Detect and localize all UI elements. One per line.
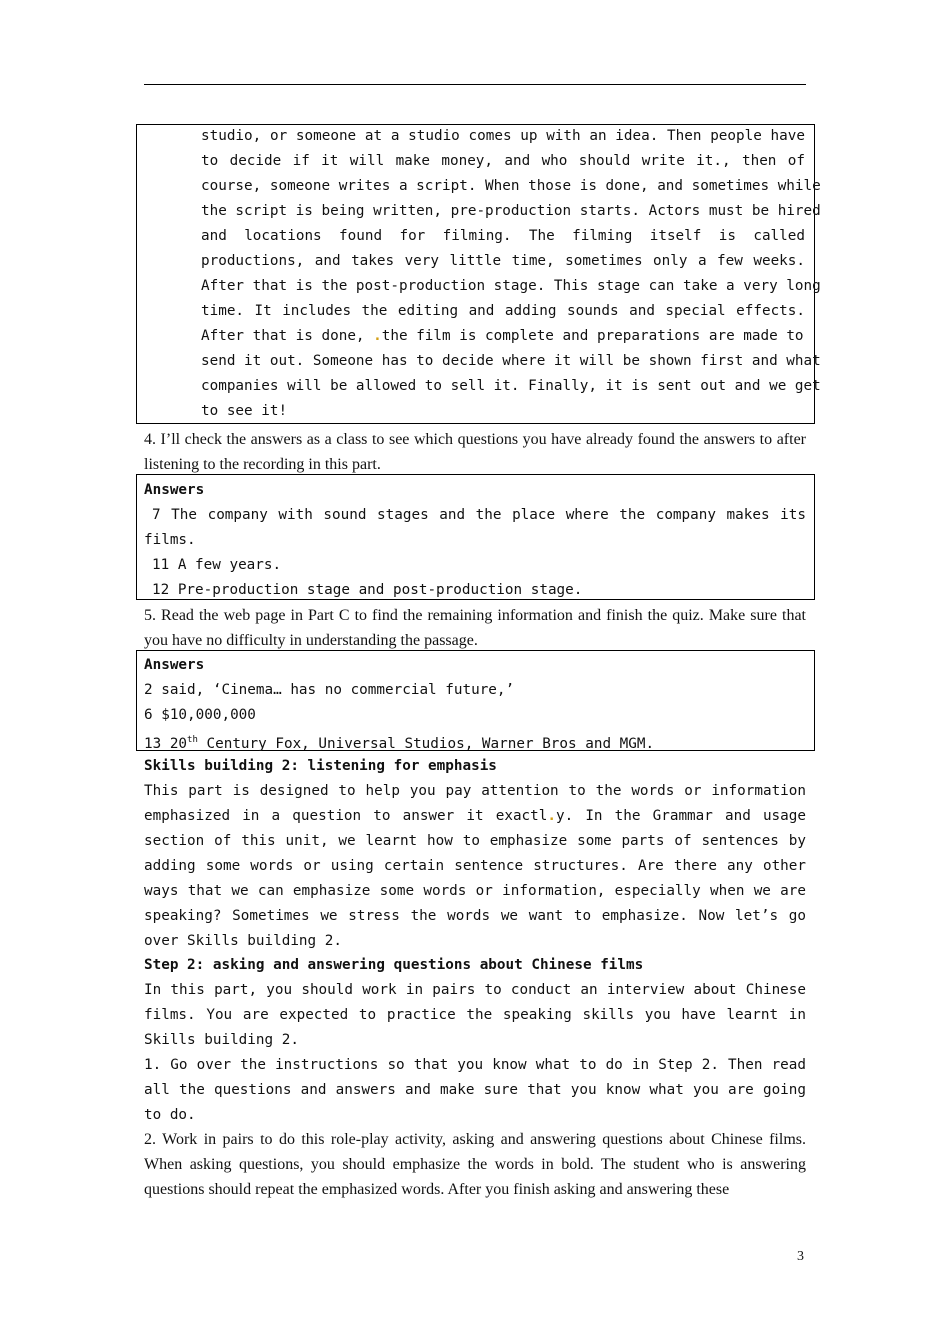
passage-line: to decide if it will make money, and who should write it., then of xyxy=(201,153,805,169)
answer-item: 7 The company with sound stages and the place where the company makes its films. xyxy=(144,507,806,548)
answers-heading: Answers xyxy=(144,482,205,498)
header-rule xyxy=(144,84,806,85)
step-5-instruction: 5. Read the web page in Part C to find the remaining information and finish the quiz. Make sure that you have no difficulty in understanding the passage. xyxy=(144,607,806,649)
step-4-instruction: 4. I’ll check the answers as a class to see which questions you have already found the answers to after listening to the recording in this part. xyxy=(144,431,806,473)
passage-line: to see it! xyxy=(201,403,288,419)
skills-body xyxy=(144,779,806,954)
passage-fragment: the film is complete and preparations are made to xyxy=(381,328,804,344)
passage-line: and locations found for filming. The filming itself is called xyxy=(201,228,805,244)
page-number: 3 xyxy=(797,1249,804,1264)
step-2-intro: In this part, you should work in pairs to conduct an interview about Chinese films. You are expected to practice the speaking skills you have learnt in Skills building 2. xyxy=(144,982,806,1048)
passage-line: productions, and takes very little time, sometimes only a few weeks. xyxy=(201,253,805,269)
step-2-item-1: 1. Go over the instructions so that you know what to do in Step 2. Then read all the questions and answers and make sure that you know what you are going to do. xyxy=(144,1057,806,1123)
editor-mark: . xyxy=(547,808,556,824)
skills-fragment: y. In the Grammar and usage section of this unit, we learnt how to emphasize some parts of sentences by adding some words or using certain sentence structures. Are there any other ways that we can emphasize some words or information, especially when we are speaking? Sometimes we stress the words we want to emphasize. Now let’s go over Skills building 2. xyxy=(144,808,806,949)
answer-item: 2 said, ‘Cinema… has no commercial future,’ xyxy=(144,682,515,698)
answer-fragment: 13 20 xyxy=(144,735,188,752)
passage-line: studio, or someone at a studio comes up with an idea. Then people have xyxy=(201,128,805,144)
passage-line: course, someone writes a script. When those is done, and sometimes while xyxy=(201,178,821,194)
superscript: th xyxy=(187,735,198,745)
answer-item: 12 Pre-production stage and post-production stage. xyxy=(152,582,583,598)
passage-line xyxy=(201,328,805,344)
skills-fragment: This part is designed to help you pay attention to the words or information emphasized in a question to answer it exactl xyxy=(144,783,806,824)
answers-1 xyxy=(144,478,806,603)
passage-line: After that is the post-production stage. This stage can take a very long xyxy=(201,278,821,294)
answer-item xyxy=(144,728,806,757)
passage-line: send it out. Someone has to decide where it will be shown first and what xyxy=(201,353,821,369)
passage-fragment: After that is done, xyxy=(201,328,374,344)
answer-item: 11 A few years. xyxy=(152,557,282,573)
step-2-item-2: 2. Work in pairs to do this role-play activity, asking and answering questions about Chinese films. When asking questions, you should emphasize the words in bold. The student who is answering questions should repeat the emphasized words. After you finish asking and answering these xyxy=(144,1131,806,1198)
passage-line: companies will be allowed to sell it. Finally, it is sent out and we get xyxy=(201,378,821,394)
skills-heading: Skills building 2: listening for emphasis xyxy=(144,758,497,774)
answers-heading: Answers xyxy=(144,657,205,673)
editor-mark: . xyxy=(373,328,382,344)
answer-item: 6 $10,000,000 xyxy=(144,707,256,723)
answer-fragment: Century Fox, Universal Studios, Warner Bros and MGM. xyxy=(197,735,655,752)
passage-line: the script is being written, pre-production starts. Actors must be hired xyxy=(201,203,821,219)
answers-2 xyxy=(144,653,806,757)
step-2-heading: Step 2: asking and answering questions about Chinese films xyxy=(144,957,644,973)
passage-line: time. It includes the editing and adding sounds and special effects. xyxy=(201,303,805,319)
